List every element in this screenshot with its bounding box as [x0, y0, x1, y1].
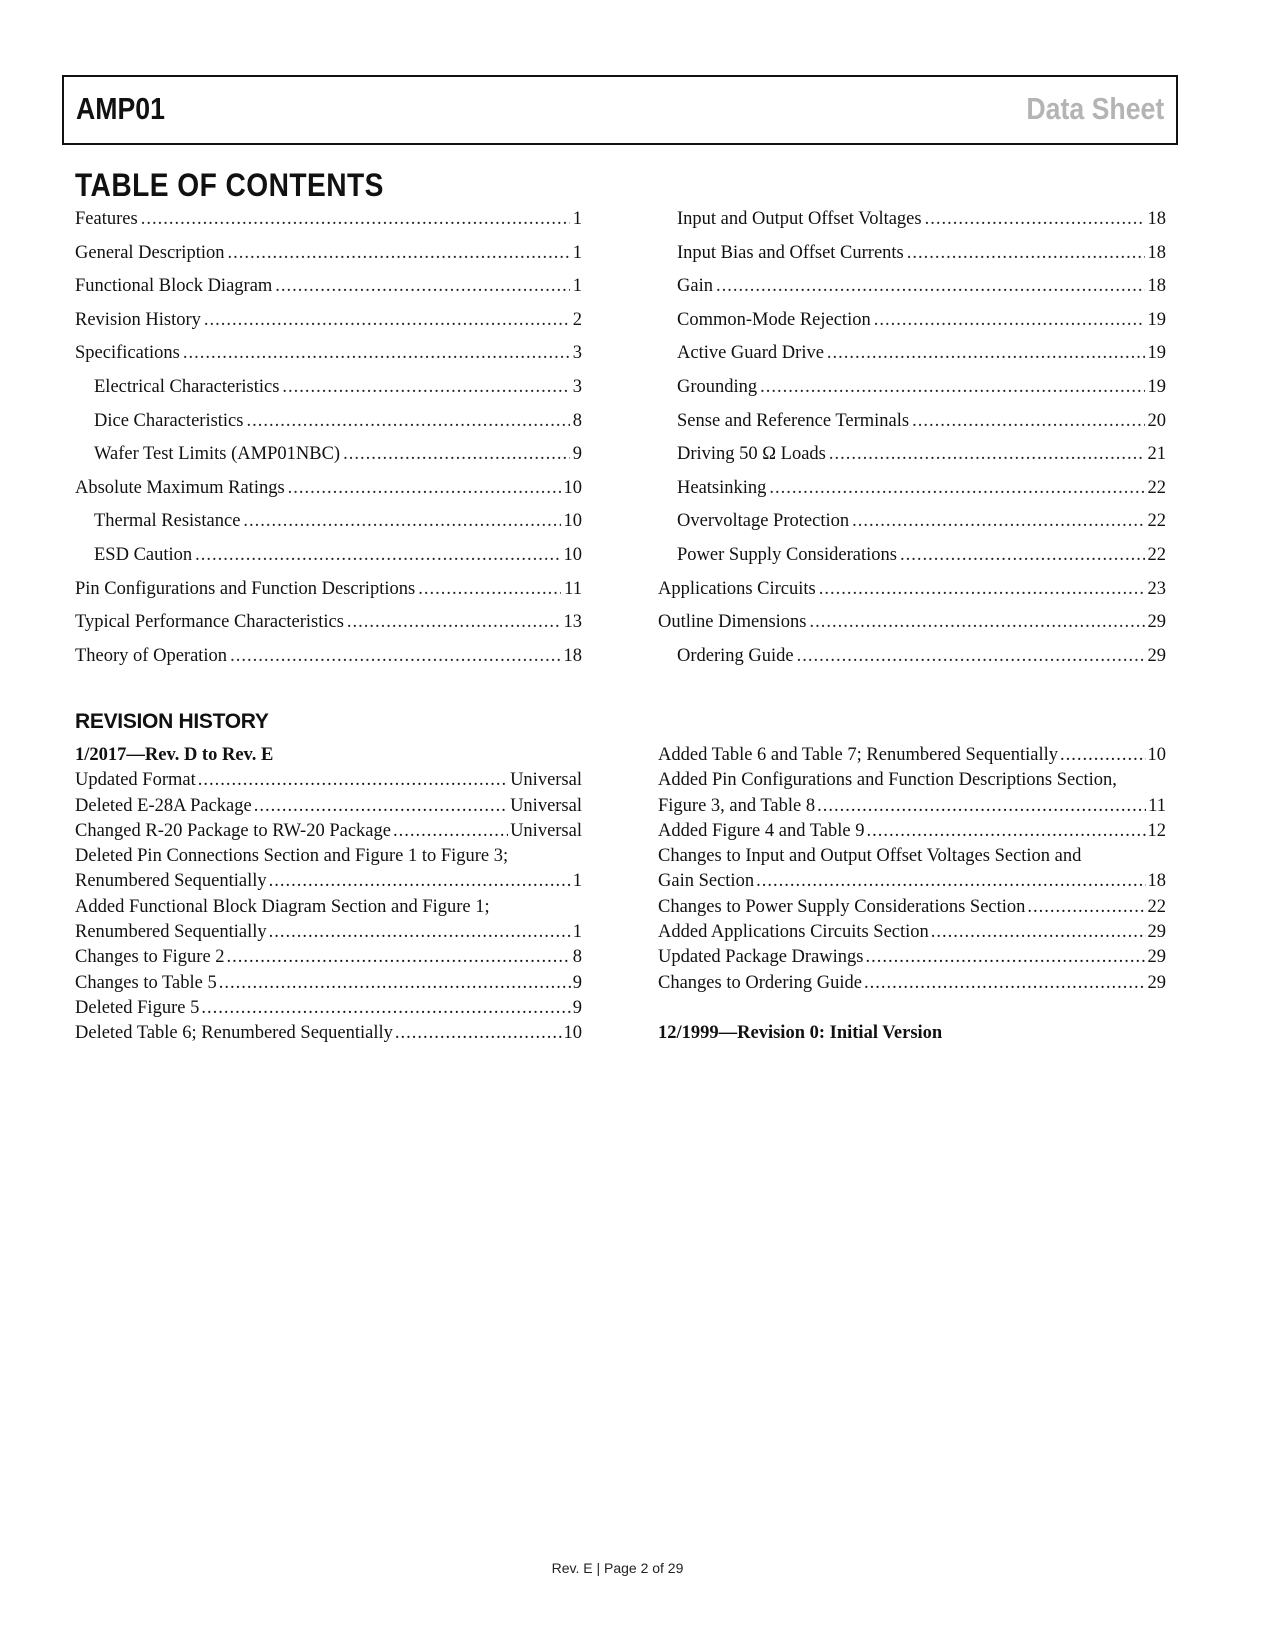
revision-entry [658, 971, 1166, 996]
revision-heading-rev-0: 12/1999—Revision 0: Initial Version [658, 1022, 943, 1043]
toc-column-left [75, 203, 582, 673]
toc-entry-page: 10 [563, 477, 582, 498]
toc-entry-page: 22 [1147, 511, 1166, 532]
dot-leader [852, 505, 1144, 539]
dot-leader [1027, 895, 1145, 920]
toc-entry[interactable] [75, 438, 582, 472]
revision-entry [75, 794, 582, 819]
toc-entry-label: Functional Block Diagram [75, 276, 273, 297]
revision-entry [75, 920, 582, 945]
toc-entry-label: Thermal Resistance [94, 511, 241, 532]
revision-entry-label: Changed R-20 Package to RW-20 Package [75, 820, 391, 841]
toc-entry-label: Dice Characteristics [94, 410, 244, 431]
toc-entry-label: General Description [75, 242, 225, 263]
revision-entry-label: Changes to Figure 2 [75, 947, 225, 968]
toc-entry-page: 11 [564, 578, 582, 599]
revision-entry [658, 869, 1166, 894]
toc-entry[interactable] [75, 270, 582, 304]
toc-entry[interactable] [75, 304, 582, 338]
toc-entry[interactable] [658, 203, 1166, 237]
dot-leader [230, 640, 560, 674]
toc-entry-label: Revision History [75, 309, 201, 330]
toc-entry[interactable] [75, 640, 582, 674]
toc-entry-label: Features [75, 209, 138, 229]
revision-entry-label: Renumbered Sequentially [75, 922, 267, 943]
page-footer: Rev. E | Page 2 of 29 [551, 1560, 684, 1576]
revision-entry [658, 945, 1166, 970]
revision-entry-page: 12 [1147, 820, 1166, 841]
revision-entry-label: Changes to Power Supply Considerations Section [658, 896, 1026, 917]
revision-entry-label: Changes to Ordering Guide [658, 972, 862, 993]
revision-entry [75, 945, 582, 970]
toc-entry-label: Typical Performance Characteristics [75, 612, 344, 633]
toc-entry-page: 8 [572, 410, 582, 431]
dot-leader [275, 270, 569, 304]
revision-entry-text: Deleted Pin Connections Section and Figure 1 to Figure 3; [75, 846, 509, 867]
revision-entry-page: 29 [1147, 922, 1166, 943]
revision-entry-label: Deleted Table 6; Renumbered Sequentially [75, 1023, 393, 1044]
dot-leader [393, 819, 508, 844]
toc-entry[interactable] [658, 304, 1166, 338]
dot-leader [769, 472, 1144, 506]
toc-entry-page: 29 [1147, 612, 1166, 633]
dot-leader [810, 606, 1145, 640]
toc-entry-label: Active Guard Drive [677, 343, 824, 364]
toc-entry-label: Theory of Operation [75, 645, 228, 666]
toc-entry[interactable] [658, 371, 1166, 405]
revision-entry-label: Figure 3, and Table 8 [658, 795, 816, 816]
revision-entry-text: Added Pin Configurations and Function Descriptions Section, [658, 770, 1117, 791]
toc-entry[interactable] [658, 337, 1166, 371]
dot-leader [829, 438, 1145, 472]
revision-entry [658, 743, 1166, 768]
toc-entry[interactable] [658, 237, 1166, 271]
toc-entry-label: Input Bias and Offset Currents [677, 242, 904, 263]
toc-entry[interactable] [75, 539, 582, 573]
toc-entry-label: Sense and Reference Terminals [677, 410, 910, 431]
revision-entry [75, 996, 582, 1021]
dot-leader [198, 768, 508, 793]
revision-entry-page: 9 [572, 997, 582, 1018]
revision-entry-label: Updated Format [75, 770, 196, 791]
toc-entry-page: 18 [1147, 276, 1166, 297]
toc-entry[interactable] [658, 405, 1166, 439]
dot-leader [195, 539, 560, 573]
toc-entry-page: 19 [1147, 376, 1166, 397]
revision-entry-page: 1 [572, 922, 582, 943]
toc-entry-page: 1 [572, 242, 582, 263]
toc-entry-page: 23 [1147, 578, 1166, 599]
revision-entry-label: Deleted E-28A Package [75, 795, 252, 816]
revision-entry [75, 819, 582, 844]
revision-entry [658, 819, 1166, 844]
revision-entry-label: Added Figure 4 and Table 9 [658, 820, 865, 841]
toc-entry-page: 2 [572, 309, 582, 330]
toc-entry-label: Applications Circuits [658, 578, 816, 599]
dot-leader [227, 237, 569, 271]
dot-leader [183, 337, 570, 371]
revision-entry-page: 29 [1147, 947, 1166, 968]
dot-leader [1060, 743, 1145, 768]
revision-entry-page: Universal [510, 770, 582, 791]
revision-entry [658, 794, 1166, 819]
dot-leader [819, 573, 1145, 607]
dot-leader [817, 794, 1146, 819]
toc-entry-page: 1 [572, 276, 582, 297]
revision-heading-rev-e: 1/2017—Rev. D to Rev. E [75, 745, 274, 765]
revision-entry-page: 10 [1147, 745, 1166, 765]
toc-entry-page: 21 [1147, 444, 1166, 465]
dot-leader [827, 337, 1145, 371]
dot-leader [797, 640, 1145, 674]
toc-entry[interactable] [75, 237, 582, 271]
revision-entry-page: Universal [510, 820, 582, 841]
toc-entry-page: 10 [563, 544, 582, 565]
dot-leader [141, 203, 570, 237]
dot-leader [204, 304, 570, 338]
dot-leader [925, 203, 1145, 237]
dot-leader [912, 405, 1144, 439]
toc-entry[interactable] [75, 371, 582, 405]
toc-entry[interactable] [658, 573, 1166, 607]
revision-entry-text: Added Functional Block Diagram Section and Figure 1; [75, 896, 490, 917]
toc-entry-page: 18 [563, 645, 582, 666]
dot-leader [931, 920, 1146, 945]
dot-leader [269, 869, 571, 894]
toc-entry-page: 10 [563, 511, 582, 532]
dot-leader [269, 920, 571, 945]
toc-title: TABLE OF CONTENTS [75, 167, 384, 203]
toc-entry-page: 18 [1147, 242, 1166, 263]
toc-entry-label: Overvoltage Protection [677, 511, 850, 532]
revision-entry [75, 971, 582, 996]
toc-entry-label: Pin Configurations and Function Descriptions [75, 578, 416, 599]
revision-entry [658, 920, 1166, 945]
toc-entry[interactable] [658, 270, 1166, 304]
toc-entry-page: 3 [572, 343, 582, 364]
revision-entry [75, 869, 582, 894]
toc-entry-page: 19 [1147, 343, 1166, 364]
toc-entry-label: Ordering Guide [677, 645, 794, 666]
toc-entry[interactable] [658, 505, 1166, 539]
revision-entry-page: 22 [1147, 896, 1166, 917]
revision-entry-label: Changes to Table 5 [75, 972, 217, 993]
toc-entry[interactable] [658, 606, 1166, 640]
page-header [62, 75, 1178, 145]
dot-leader [907, 237, 1145, 271]
revision-entry-page: 8 [572, 947, 582, 968]
toc-entry-label: Electrical Characteristics [94, 376, 280, 397]
dot-leader [254, 794, 508, 819]
revision-entry-label: Renumbered Sequentially [75, 871, 267, 892]
dot-leader [246, 405, 569, 439]
dot-leader [282, 371, 569, 405]
revision-entry-label: Gain Section [658, 871, 755, 892]
dot-leader [395, 1021, 562, 1046]
toc-entry[interactable] [658, 472, 1166, 506]
toc-entry-page: 1 [572, 209, 582, 229]
toc-entry[interactable] [75, 203, 582, 237]
revision-entry-label: Added Applications Circuits Section [658, 922, 929, 943]
revision-entry-page: 29 [1147, 972, 1166, 993]
product-name: AMP01 [76, 91, 165, 126]
dot-leader [418, 573, 561, 607]
toc-entry[interactable] [75, 337, 582, 371]
toc-entry[interactable] [75, 573, 582, 607]
revision-entry-text: Changes to Input and Output Offset Voltages Section and [658, 846, 1082, 867]
toc-entry-label: Grounding [677, 376, 758, 397]
toc-entry-label: Absolute Maximum Ratings [75, 477, 285, 498]
dot-leader [760, 371, 1144, 405]
dot-leader [201, 996, 570, 1021]
toc-entry-label: Outline Dimensions [658, 612, 807, 633]
revision-entry-page: Universal [510, 795, 582, 816]
toc-entry-label: Driving 50 Ω Loads [677, 444, 826, 465]
dot-leader [219, 971, 571, 996]
revision-entry-label: Added Table 6 and Table 7; Renumbered Sequentially [658, 745, 1059, 765]
toc-entry-label: Common-Mode Rejection [677, 309, 871, 330]
toc-entry-page: 22 [1147, 477, 1166, 498]
toc-entry-page: 3 [572, 376, 582, 397]
toc-entry[interactable] [75, 472, 582, 506]
toc-entry[interactable] [75, 606, 582, 640]
revision-column-right [658, 743, 1166, 1046]
revision-entry [75, 1021, 582, 1046]
toc-entry-page: 13 [563, 612, 582, 633]
toc-entry[interactable] [75, 405, 582, 439]
dot-leader [227, 945, 571, 970]
dot-leader [864, 971, 1146, 996]
dot-leader [343, 438, 570, 472]
revision-history-title: REVISION HISTORY [75, 710, 269, 733]
revision-entry-label: Deleted Figure 5 [75, 997, 200, 1018]
dot-leader [900, 539, 1145, 573]
toc-column-right [658, 203, 1166, 673]
toc-entry[interactable] [658, 640, 1166, 674]
revision-entry [658, 895, 1166, 920]
dot-leader [866, 819, 1145, 844]
toc-entry-page: 19 [1147, 309, 1166, 330]
toc-entry-page: 22 [1147, 544, 1166, 565]
toc-entry-label: Power Supply Considerations [677, 544, 897, 565]
revision-entry-page: 10 [563, 1023, 582, 1044]
document-type: Data Sheet [1026, 91, 1164, 126]
toc-entry-page: 29 [1147, 645, 1166, 666]
toc-entry-label: Heatsinking [677, 477, 767, 498]
dot-leader [347, 606, 561, 640]
toc-entry-page: 20 [1147, 410, 1166, 431]
revision-entry-label: Updated Package Drawings [658, 947, 864, 968]
revision-entry-page: 1 [572, 871, 582, 892]
dot-leader [243, 505, 560, 539]
toc-entry-label: Wafer Test Limits (AMP01NBC) [94, 444, 341, 465]
toc-entry[interactable] [658, 438, 1166, 472]
toc-entry-label: ESD Caution [94, 544, 193, 565]
toc-entry-page: 18 [1147, 209, 1166, 229]
revision-entry-page: 11 [1148, 795, 1166, 816]
revision-entry-page: 9 [572, 972, 582, 993]
toc-entry-label: Specifications [75, 343, 180, 364]
dot-leader [866, 945, 1146, 970]
dot-leader [288, 472, 561, 506]
toc-entry-label: Gain [677, 276, 713, 297]
revision-entry [75, 768, 582, 793]
dot-leader [874, 304, 1145, 338]
revision-entry-page: 18 [1147, 871, 1166, 892]
toc-entry-label: Input and Output Offset Voltages [677, 209, 922, 229]
dot-leader [716, 270, 1145, 304]
toc-entry-page: 9 [572, 444, 582, 465]
dot-leader [756, 869, 1145, 894]
toc-entry[interactable] [658, 539, 1166, 573]
revision-column-left [75, 743, 582, 1047]
toc-entry[interactable] [75, 505, 582, 539]
